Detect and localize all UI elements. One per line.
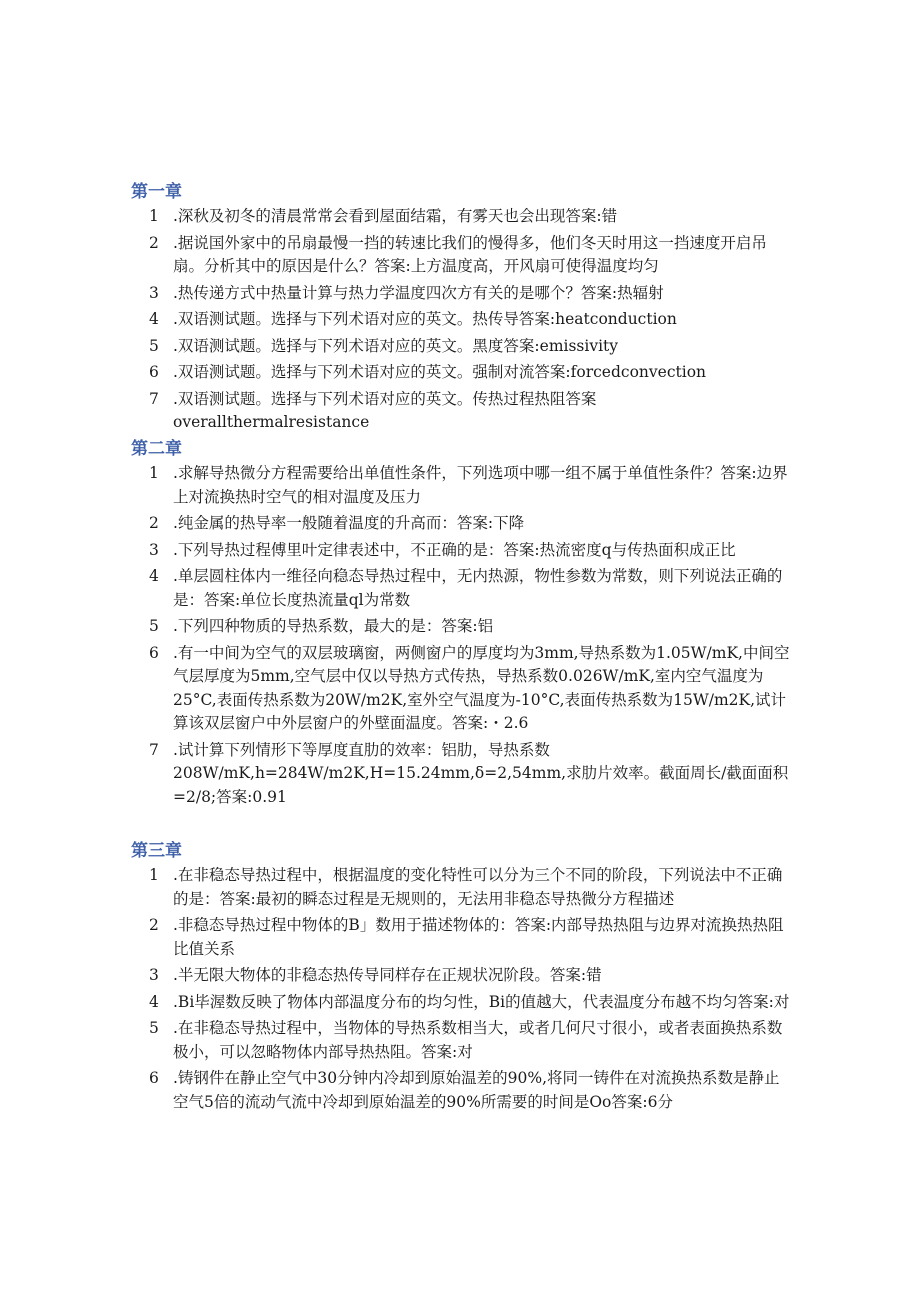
question-text: .下列四种物质的导热系数，最大的是：答案:铝 — [173, 617, 494, 635]
chapter-3 — [131, 840, 793, 1117]
chapter-1 — [131, 181, 793, 438]
question-text: .求解导热微分方程需要给出单值性条件，下列选项中哪一组不属于单值性条件？答案:边界上对流换热时空气的相对温度及压力 — [173, 464, 788, 506]
question-text: .在非稳态导热过程中，根据温度的变化特性可以分为三个不同的阶段，下列说法中不正确的是：答案:最初的瞬态过程是无规则的，无法用非稳态导热微分方程描述 — [173, 866, 783, 908]
question-list — [131, 462, 793, 809]
question-list — [131, 864, 793, 1114]
chapter-title: 第三章 — [131, 841, 182, 861]
question-text: .双语测试题。选择与下列术语对应的英文。强制对流答案:forcedconvection — [173, 363, 707, 381]
question-item — [131, 388, 793, 435]
question-item — [131, 232, 793, 279]
question-text: .双语测试题。选择与下列术语对应的英文。传热过程热阻答案 overallthermalresistance — [173, 389, 597, 431]
question-number: 2 — [149, 233, 159, 252]
question-number: 3 — [149, 540, 159, 559]
question-item — [131, 565, 793, 612]
question-item — [131, 361, 793, 385]
question-number: 1 — [149, 866, 159, 884]
question-item — [131, 205, 793, 229]
question-text: .双语测试题。选择与下列术语对应的英文。热传导答案:heatconduction — [173, 310, 677, 328]
chapter-2 — [131, 438, 793, 812]
question-text: .铸钢件在静止空气中30分钟内冷却到原始温差的90%,将同一铸件在对流换热系数是静止空气5倍的流动气流中冷却到原始温差的90%所需要的时间是Oo答案:6分 — [173, 1069, 780, 1111]
chapter-title: 第一章 — [131, 182, 182, 202]
question-number: 6 — [149, 643, 159, 662]
question-item — [131, 1017, 793, 1064]
question-text: .试计算下列情形下等厚度直肋的效率：铝肋，导热系数208W/mK,h=284W/m2K,H=15.24mm,δ=2,54mm,求肋片效率。截面周长/截面面积=2/8;答案:0.91 — [173, 740, 789, 806]
question-text: .据说国外家中的吊扇最慢一挡的转速比我们的慢得多，他们冬天时用这一挡速度开启吊扇。分析其中的原因是什么？答案:上方温度高，开风扇可使得温度均匀 — [173, 233, 767, 275]
question-number: 7 — [149, 740, 159, 759]
question-number: 4 — [149, 992, 159, 1011]
question-number: 5 — [149, 336, 159, 355]
question-number: 2 — [149, 514, 159, 532]
question-item — [131, 864, 793, 911]
question-list — [131, 205, 793, 435]
question-item — [131, 739, 793, 810]
question-text: .Bi毕渥数反映了物体内部温度分布的均匀性，Bi的值越大，代表温度分布越不均匀答案:对 — [173, 992, 790, 1011]
question-text: .非稳态导热过程中物体的B」数用于描述物体的：答案:内部导热热阻与边界对流换热热阻比值关系 — [173, 916, 784, 958]
question-number: 1 — [149, 207, 159, 225]
question-item — [131, 462, 793, 509]
question-item — [131, 642, 793, 736]
question-item — [131, 282, 793, 306]
question-number: 1 — [149, 464, 159, 482]
question-text: .下列导热过程傅里叶定律表述中，不正确的是：答案:热流密度q与传热面积成正比 — [173, 540, 736, 559]
question-text: .半无限大物体的非稳态热传导同样存在正规状况阶段。答案:错 — [173, 966, 602, 984]
question-item — [131, 1067, 793, 1114]
question-text: .有一中间为空气的双层玻璃窗，两侧窗户的厚度均为3mm,导热系数为1.05W/mK,中间空气层厚度为5mm,空气层中仅以导热方式传热，导热系数0.026W/mK,室内空气温度为25°C,表面传热系数为20W/m2K,室外空气温度为-10°C,表面传热系数为15W/m2K,试计算该双层窗户中外层窗户的外壁面温度。答案:・2.6 — [173, 643, 790, 732]
question-number: 5 — [149, 617, 159, 635]
question-text: .热传递方式中热量计算与热力学温度四次方有关的是哪个？答案:热辐射 — [173, 283, 664, 302]
question-number: 4 — [149, 310, 159, 328]
chapter-title: 第二章 — [131, 439, 182, 459]
question-item — [131, 914, 793, 961]
question-item — [131, 335, 793, 359]
question-text: .在非稳态导热过程中，当物体的导热系数相当大，或者几何尺寸很小，或者表面换热系数极小，可以忽略物体内部导热热阻。答案:对 — [173, 1019, 783, 1061]
question-number: 3 — [149, 966, 159, 984]
question-item — [131, 964, 793, 988]
question-text: .纯金属的热导率一般随着温度的升高而：答案:下降 — [173, 514, 525, 532]
question-number: 3 — [149, 283, 159, 302]
question-number: 6 — [149, 363, 159, 381]
question-number: 4 — [149, 567, 159, 585]
question-text: .深秋及初冬的清晨常常会看到屋面结霜，有雾天也会出现答案:错 — [173, 207, 618, 225]
question-text: .双语测试题。选择与下列术语对应的英文。黑度答案:emissivity — [173, 336, 619, 355]
question-text: .单层圆柱体内一维径向稳态导热过程中，无内热源，物性参数为常数，则下列说法正确的是：答案:单位长度热流量ql为常数 — [173, 567, 783, 609]
question-item — [131, 308, 793, 332]
question-item — [131, 991, 793, 1015]
question-item — [131, 615, 793, 639]
question-number: 2 — [149, 916, 159, 934]
question-number: 6 — [149, 1069, 159, 1087]
question-item — [131, 539, 793, 563]
question-number: 5 — [149, 1019, 159, 1037]
question-number: 7 — [149, 389, 159, 408]
question-item — [131, 512, 793, 536]
